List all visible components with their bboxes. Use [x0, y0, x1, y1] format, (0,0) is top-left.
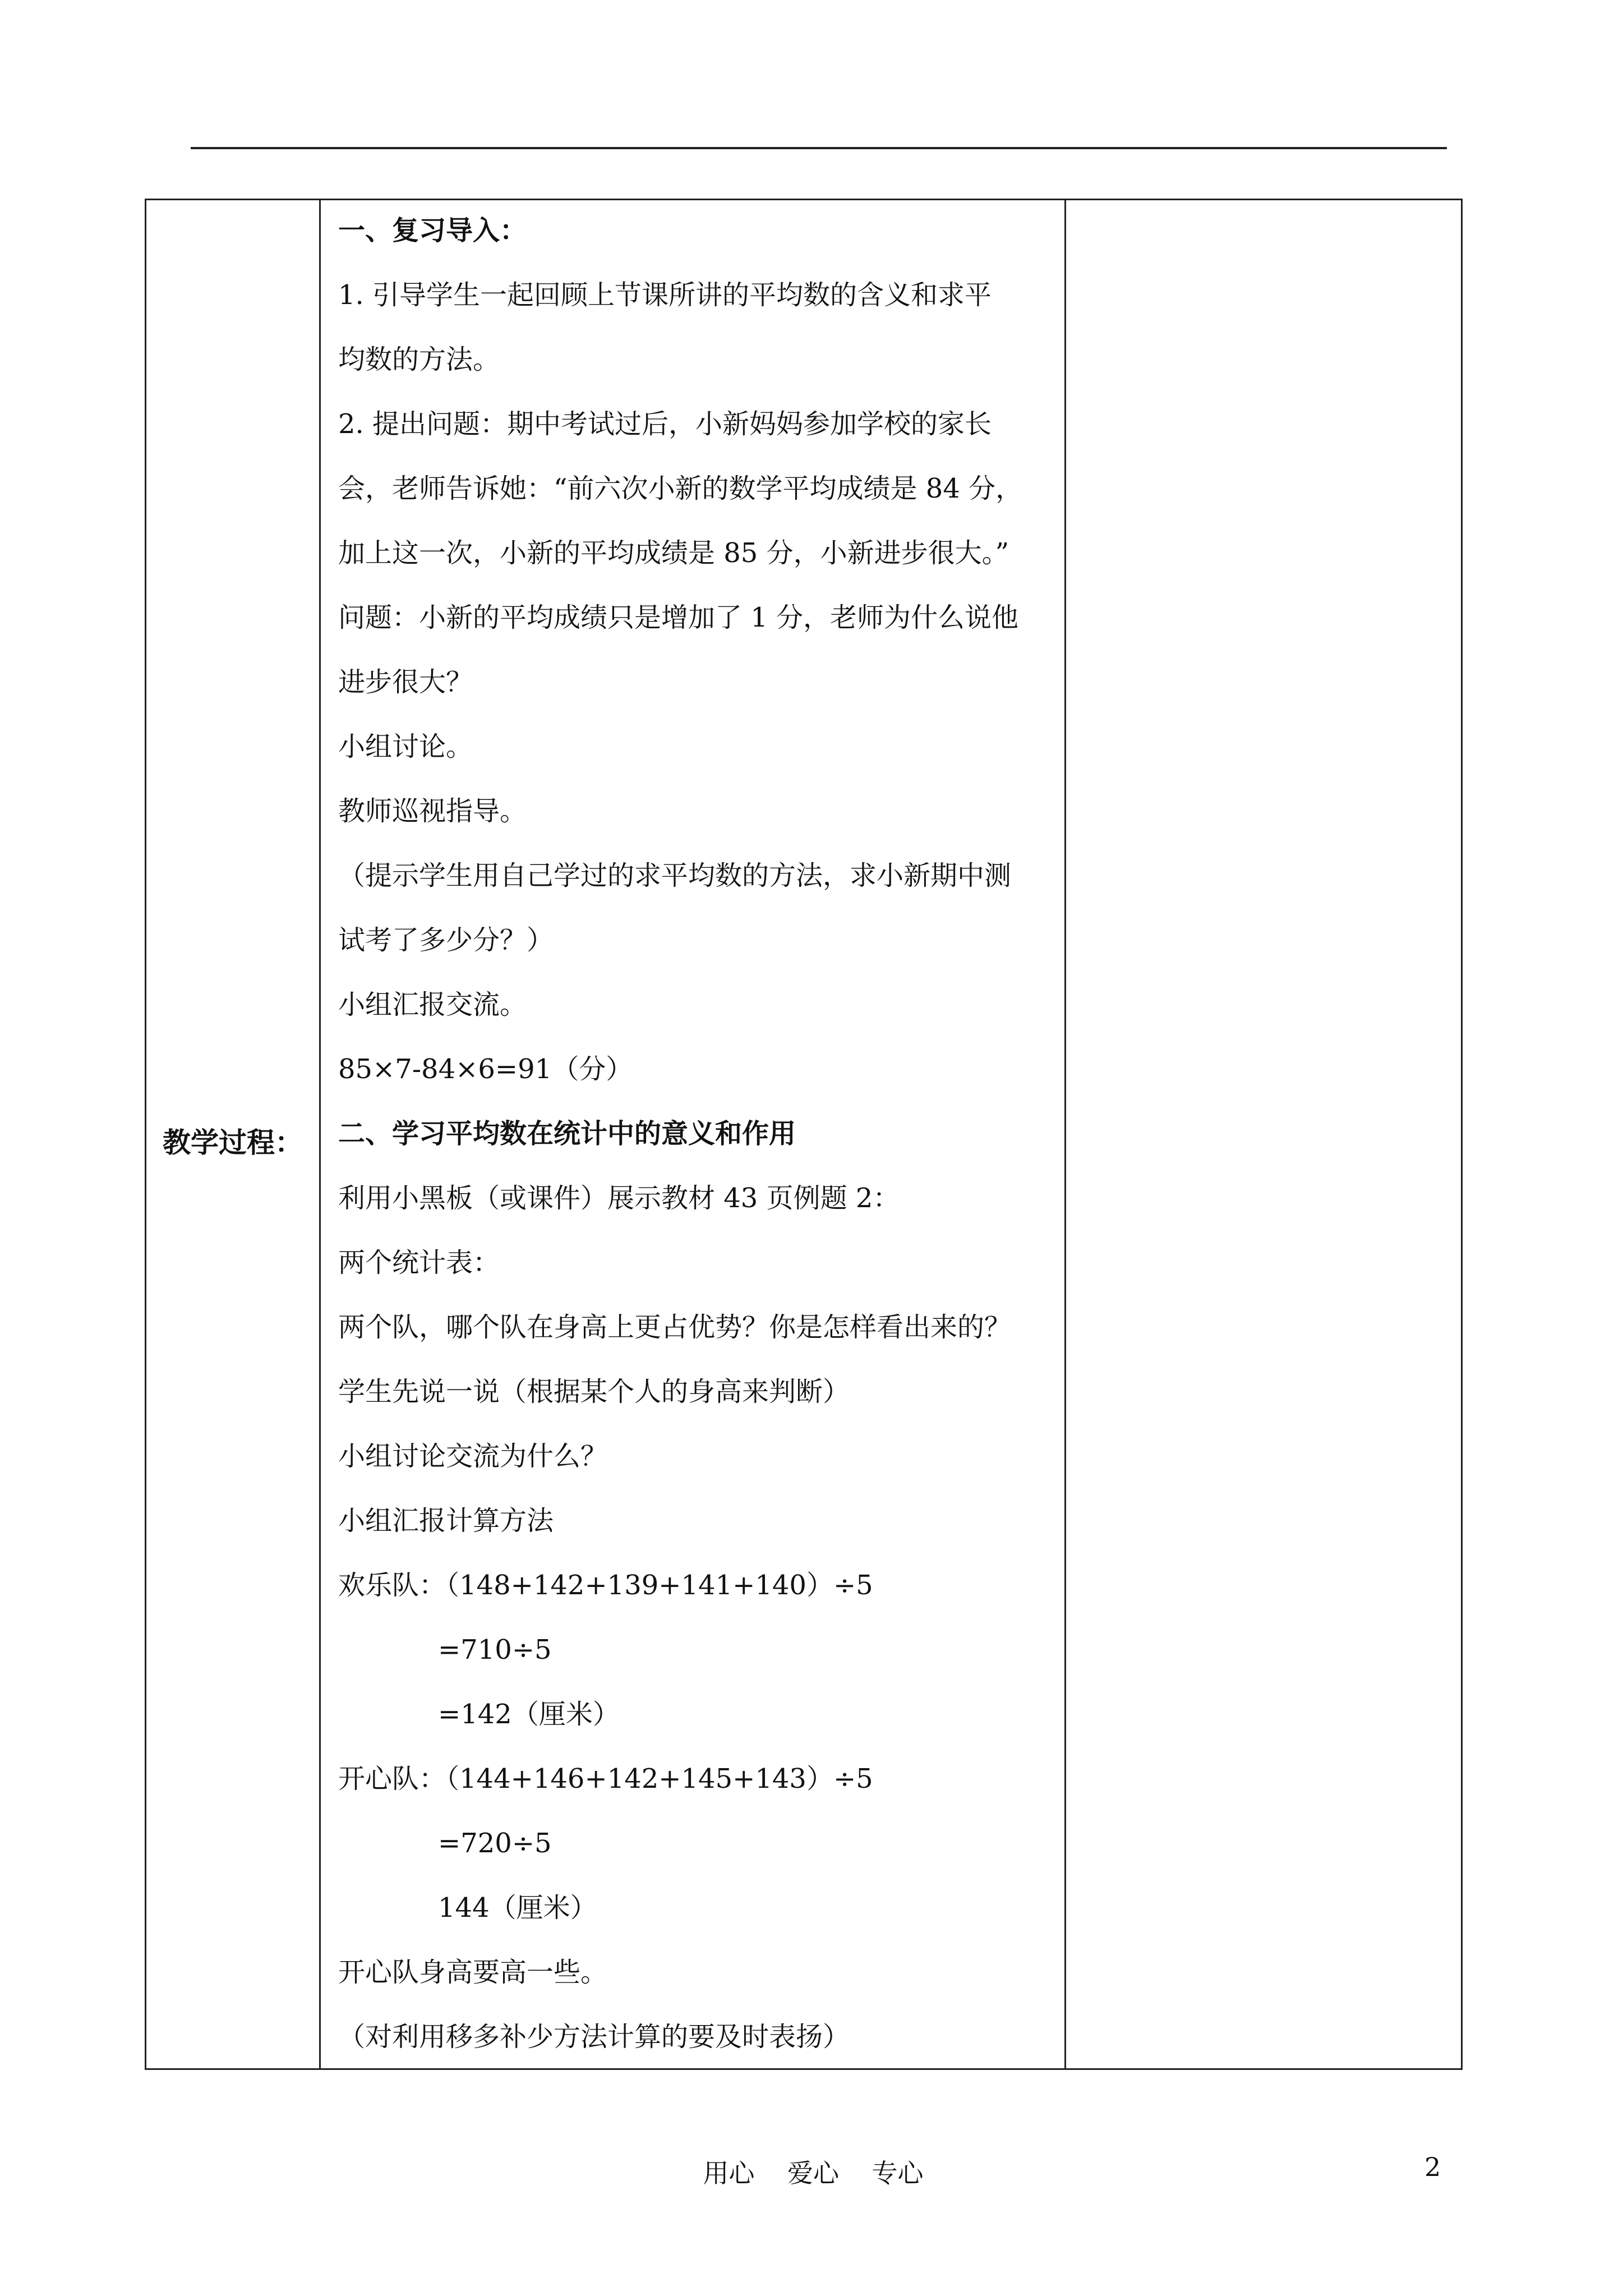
text-line: 利用小黑板（或课件）展示教材 43 页例题 2： — [338, 1182, 900, 1214]
text-line: 会，老师告诉她：“前六次小新的数学平均成绩是 84 分， — [338, 473, 1023, 504]
equation-line: =142（厘米） — [438, 1699, 620, 1730]
text-line: 进步很大？ — [338, 666, 473, 698]
equation-line: 85×7-84×6=91（分） — [338, 1053, 633, 1085]
equation-line: =720÷5 — [438, 1828, 552, 1859]
text-line: 问题：小新的平均成绩只是增加了 1 分，老师为什么说他 — [338, 602, 1019, 633]
text-line: 小组讨论交流为什么？ — [338, 1441, 608, 1472]
text-line: 两个队，哪个队在身高上更占优势？你是怎样看出来的？ — [338, 1312, 1012, 1343]
text-line: 试考了多少分？） — [338, 924, 554, 956]
text-line: 小组讨论。 — [338, 731, 473, 762]
text-line: 教师巡视指导。 — [338, 795, 527, 827]
text-line: 均数的方法。 — [338, 344, 500, 375]
page-number: 2 — [1424, 2152, 1441, 2182]
text-line: （提示学生用自己学过的求平均数的方法，求小新期中测 — [338, 860, 1012, 891]
text-line: 学生先说一说（根据某个人的身高来判断） — [338, 1376, 850, 1407]
row-label-teaching-process: 教学过程： — [163, 1126, 303, 1159]
text-line: 小组汇报交流。 — [338, 989, 527, 1020]
text-line: 2. 提出问题：期中考试过后，小新妈妈参加学校的家长 — [338, 408, 992, 440]
section-heading-review: 一、复习导入： — [338, 215, 527, 246]
equation-line: 144（厘米） — [438, 1892, 597, 1924]
equation-line: 开心队：（144+146+142+145+143）÷5 — [338, 1763, 873, 1795]
text-line: 开心队身高要高一些。 — [338, 1957, 608, 1988]
lesson-plan-table — [145, 199, 1463, 2070]
column-divider — [319, 200, 321, 2068]
equation-line: 欢乐队：（148+142+139+141+140）÷5 — [338, 1570, 873, 1601]
section-heading-statistics: 二、学习平均数在统计中的意义和作用 — [338, 1118, 796, 1149]
header-rule — [191, 147, 1447, 149]
footer-motto: 用心 爱心 专心 — [703, 2158, 924, 2188]
text-line: 两个统计表： — [338, 1247, 500, 1278]
notes-cell — [1066, 200, 1461, 2068]
equation-line: =710÷5 — [438, 1634, 552, 1665]
text-line: （对利用移多补少方法计算的要及时表扬） — [338, 2021, 850, 2053]
text-line: 小组汇报计算方法 — [338, 1505, 554, 1536]
text-line: 加上这一次，小新的平均成绩是 85 分，小新进步很大。” — [338, 537, 1009, 569]
text-line: 1. 引导学生一起回顾上节课所讲的平均数的含义和求平 — [338, 279, 992, 311]
